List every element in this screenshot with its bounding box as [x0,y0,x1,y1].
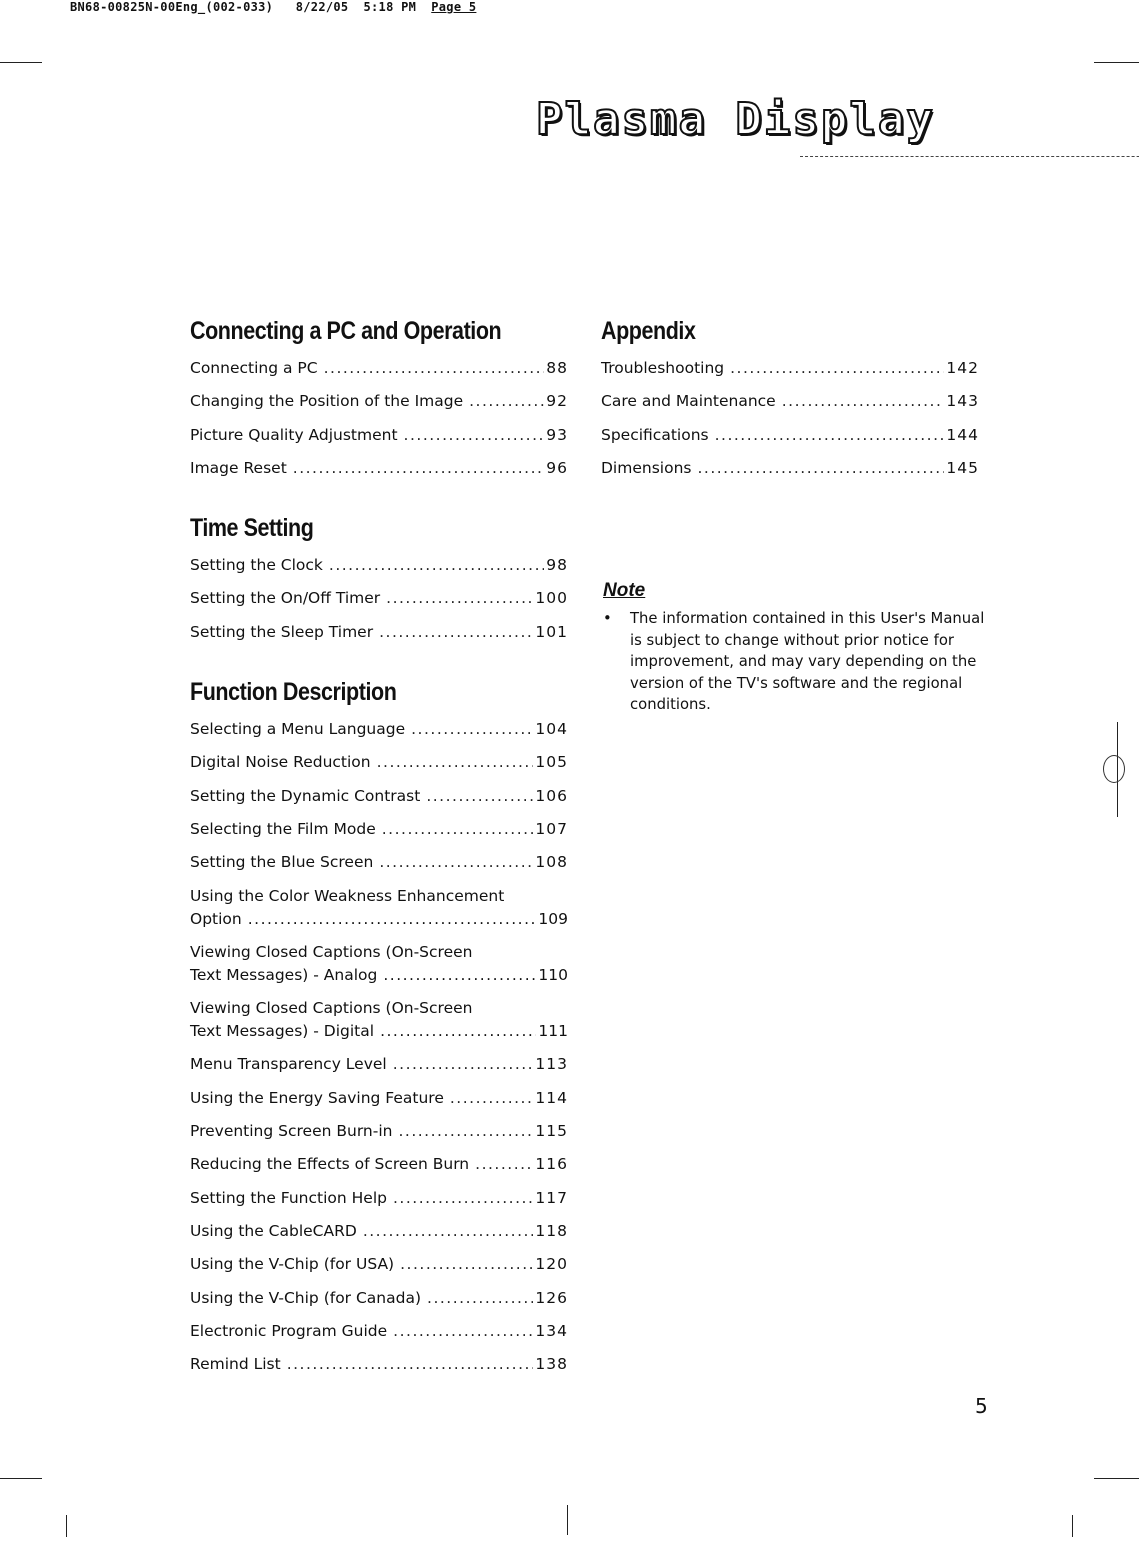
toc-entry [190,1353,568,1376]
entry-page: 143 [946,392,979,411]
entry-page: 92 [546,392,568,411]
toc-entry [190,1087,568,1110]
section-connecting-pc [190,314,568,480]
dot-leader [293,457,544,480]
entry-label: Viewing Closed Captions (On-Screen [190,999,473,1018]
entry-page: 109 [538,909,568,928]
section-title: Connecting a PC and Operation [190,317,502,345]
entry-label: Reducing the Effects of Screen Burn [190,1155,470,1174]
entry-page: 98 [546,556,568,575]
entry-page: 113 [535,1055,568,1074]
entry-page: 144 [946,425,979,444]
entry-label: Using the V-Chip (for USA) [190,1255,395,1274]
dot-leader [469,390,544,413]
entry-label: Selecting a Menu Language [190,720,406,739]
title-rule [800,156,1139,158]
product-title-banner [530,90,980,160]
toc-entry [190,621,568,644]
toc-entry [190,1253,568,1276]
entry-label: Using the Energy Saving Feature [190,1088,444,1107]
toc-entry [190,457,568,480]
dot-leader [248,908,537,931]
section-function-description [190,675,568,1376]
toc-entry [190,1120,568,1143]
toc-entry [601,424,979,447]
toc-entry [190,1053,568,1076]
crop-mark [1094,62,1139,63]
toc-entry [190,885,568,931]
entry-label: Setting the Clock [190,556,323,575]
entry-page: 104 [535,720,568,739]
entry-label: Digital Noise Reduction [190,753,371,772]
toc-entry [190,1220,568,1243]
section-title: Time Setting [190,514,314,543]
toc-entry [190,818,568,841]
toc-entry [190,1287,568,1310]
dot-leader [730,357,944,380]
dot-leader [380,1020,536,1043]
dot-leader [475,1153,533,1176]
section-time-setting [190,511,568,644]
toc-entry [190,851,568,874]
registration-mark [1103,755,1125,783]
entry-page: 111 [538,1022,568,1041]
product-title: Plasma Display [536,94,935,145]
section-title: Appendix [601,317,696,345]
toc-entry [190,1153,568,1176]
entry-page: 96 [546,458,568,477]
entry-page: 116 [535,1155,568,1174]
dot-leader [697,457,944,480]
toc-entry [190,1320,568,1343]
toc-entry [190,424,568,447]
note-text: The information contained in this User's Manual is subject to change without prior notice for improvement, and may vary depending on the version of the TV's software and the regional conditions. [630,610,985,714]
dot-leader [427,1287,533,1310]
crop-mark [567,1505,568,1535]
entry-page: 101 [535,622,568,641]
dot-leader [383,964,536,987]
dot-leader [379,851,533,874]
entry-label: Menu Transparency Level [190,1055,387,1074]
dot-leader [450,1087,534,1110]
entry-label: Care and Maintenance [601,392,776,411]
entry-label: Specifications [601,425,709,444]
entry-label: Selecting the Film Mode [190,819,376,838]
dot-leader [400,1253,533,1276]
entry-label: Setting the Sleep Timer [190,622,374,641]
entry-label-cont: Option [190,909,242,928]
entry-page: 142 [946,359,979,377]
entry-page: 118 [535,1221,568,1240]
dot-leader [782,390,945,413]
toc-left-column [190,314,568,1386]
section-title: Function Description [190,678,397,707]
entry-page: 134 [535,1321,568,1340]
dot-leader [426,785,533,808]
dot-leader [329,554,544,577]
dot-leader [324,357,545,380]
toc-entry [190,941,568,987]
crop-mark [1072,1515,1073,1537]
entry-label: Electronic Program Guide [190,1321,388,1340]
dot-leader [393,1053,534,1076]
entry-label: Image Reset [190,458,287,477]
dot-leader [379,621,533,644]
entry-label: Troubleshooting [601,359,725,377]
crop-mark [0,1478,42,1479]
dot-leader [398,1120,533,1143]
entry-label: Setting the Dynamic Contrast [190,786,421,805]
toc-entry [190,1187,568,1210]
toc-entry [601,357,979,380]
crop-mark [1094,1478,1139,1479]
toc-entry [190,785,568,808]
dot-leader [404,424,545,447]
entry-label: Picture Quality Adjustment [190,425,398,444]
slug-time: 5:18 PM [363,0,417,14]
entry-label: Setting the Blue Screen [190,853,374,872]
toc-entry [190,751,568,774]
entry-label: Setting the On/Off Timer [190,589,381,608]
entry-page: 120 [535,1255,568,1274]
note-body [603,608,993,716]
toc-entry [190,390,568,413]
dot-leader [377,751,534,774]
entry-page: 117 [535,1188,568,1207]
entry-page: 105 [535,753,568,772]
dot-leader [287,1353,534,1376]
bullet-icon: • [603,610,612,627]
crop-mark [66,1515,67,1537]
entry-page: 93 [546,425,568,444]
dot-leader [393,1187,533,1210]
toc-entry [601,390,979,413]
dot-leader [411,718,533,741]
print-slug [70,0,476,14]
toc-entry [190,357,568,380]
note-title: Note [603,580,646,601]
toc-entry [601,457,979,480]
page-number: 5 [975,1394,988,1418]
entry-label: Preventing Screen Burn-in [190,1122,393,1141]
entry-label: Changing the Position of the Image [190,392,464,411]
entry-page: 100 [535,589,568,608]
entry-page: 110 [538,965,568,984]
crop-mark [0,62,42,63]
toc-right-column [601,314,979,490]
entry-label: Remind List [190,1355,281,1374]
toc-entry [190,997,568,1043]
entry-page: 138 [535,1355,568,1374]
entry-label: Viewing Closed Captions (On-Screen [190,942,473,961]
entry-page: 88 [546,359,568,377]
toc-entry [190,554,568,577]
dot-leader [386,587,533,610]
entry-label: Using the Color Weakness Enhancement [190,886,505,905]
entry-label-cont: Text Messages) - Digital [190,1022,375,1041]
entry-page: 107 [535,819,568,838]
dot-leader [363,1220,534,1243]
slug-file: BN68-00825N-00Eng_(002-033) [70,0,274,14]
entry-page: 126 [535,1288,568,1307]
entry-label-cont: Text Messages) - Analog [190,965,378,984]
entry-label: Dimensions [601,458,692,477]
entry-label: Using the V-Chip (for Canada) [190,1288,422,1307]
entry-label: Connecting a PC [190,359,318,377]
entry-page: 115 [535,1122,568,1141]
dot-leader [382,818,534,841]
entry-page: 114 [535,1088,568,1107]
slug-page: Page 5 [431,0,477,14]
entry-page: 108 [535,853,568,872]
toc-entry [190,587,568,610]
dot-leader [715,424,945,447]
entry-page: 106 [535,786,568,805]
slug-date: 8/22/05 [295,0,349,14]
entry-page: 145 [946,458,979,477]
toc-entry [190,718,568,741]
dot-leader [393,1320,533,1343]
entry-label: Setting the Function Help [190,1188,387,1207]
entry-label: Using the CableCARD [190,1221,357,1240]
